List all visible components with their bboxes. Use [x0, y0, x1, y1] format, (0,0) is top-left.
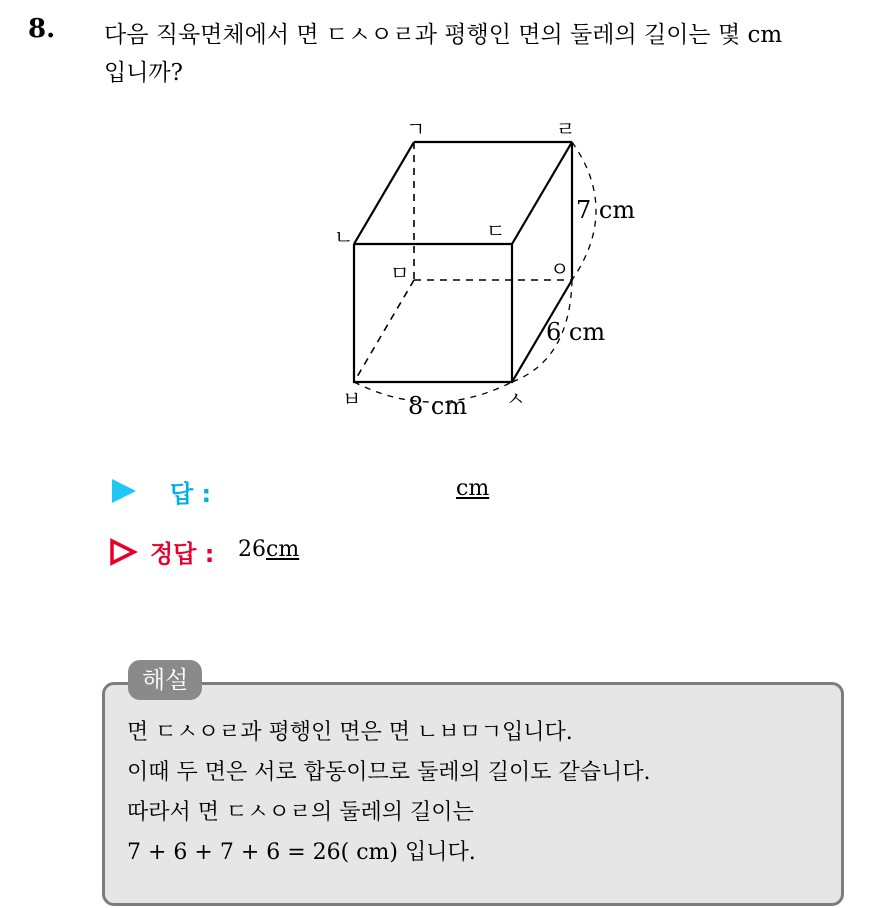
answer-unit: cm: [456, 476, 490, 501]
answer-row: [108, 474, 608, 510]
width-dimension: 8 cm: [408, 392, 468, 420]
explanation-box: [102, 682, 844, 906]
vertex-label-d: ㄷ: [486, 219, 506, 243]
cuboid-figure: [320, 110, 650, 430]
correct-answer-row: [108, 534, 608, 570]
question-number: 8.: [28, 14, 56, 44]
vertex-label-o: ㅇ: [550, 257, 570, 281]
question-line-2: 입니까?: [104, 60, 183, 86]
vertex-label-n: ㄴ: [334, 225, 354, 249]
explanation-line-2: 이때 두 면은 서로 합동이므로 둘레의 길이도 같습니다.: [127, 760, 651, 785]
question-line-1: 다음 직육면체에서 면 ㄷㅅㅇㄹ과 평행인 면의 둘레의 길이는 몇 cm: [104, 22, 783, 48]
explanation-line-1: 면 ㄷㅅㅇㄹ과 평행인 면은 면 ㄴㅂㅁㄱ입니다.: [127, 720, 573, 745]
vertex-label-g: ㄱ: [406, 117, 426, 141]
height-dimension: 7 cm: [576, 196, 636, 224]
correct-label: 정답 :: [150, 540, 215, 568]
cuboid-diagram: [320, 110, 650, 430]
vertex-label-r: ㄹ: [556, 117, 576, 141]
explanation-line-3: 따라서 면 ㄷㅅㅇㄹ의 둘레의 길이는: [127, 800, 474, 825]
vertex-label-s: ㅅ: [506, 387, 526, 411]
correct-arrow-icon: [108, 537, 138, 567]
question-text: [104, 16, 864, 92]
solid-edges: [354, 142, 572, 382]
explanation-line-4: 7 + 6 + 7 + 6 = 26( cm) 입니다.: [127, 840, 476, 865]
answer-arrow-icon: [108, 476, 138, 506]
correct-value: 26: [238, 537, 266, 562]
vertex-label-b: ㅂ: [342, 387, 362, 411]
correct-value-group: [238, 537, 299, 562]
explanation-tab: 해설: [128, 660, 202, 700]
explanation-text: [127, 713, 651, 873]
correct-unit: cm: [266, 537, 300, 562]
answer-label: 답 :: [170, 480, 212, 508]
vertex-label-m: ㅁ: [390, 261, 410, 285]
depth-dimension: 6 cm: [546, 318, 606, 346]
hidden-edges: [354, 142, 572, 382]
